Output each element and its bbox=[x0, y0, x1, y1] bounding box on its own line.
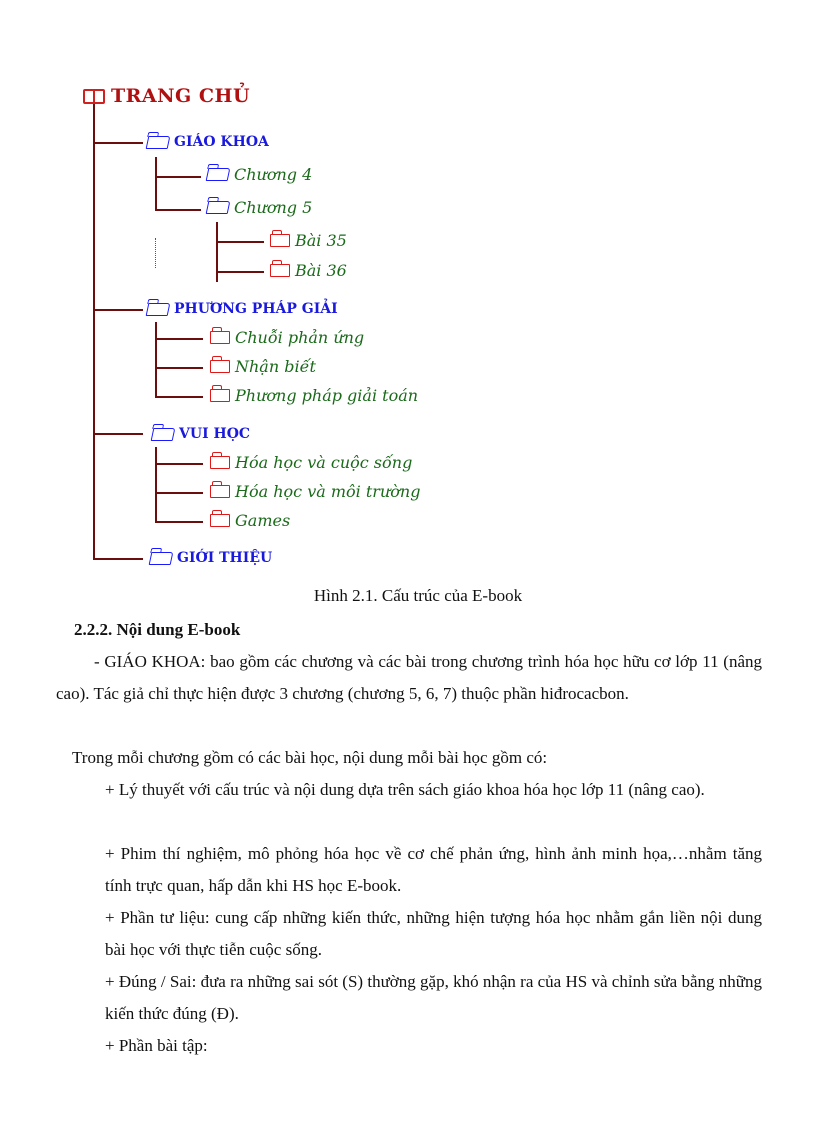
sub-trunk-line bbox=[155, 322, 157, 397]
book-icon bbox=[83, 89, 105, 104]
folder-icon bbox=[270, 264, 290, 277]
sub-trunk-line bbox=[155, 447, 157, 522]
method-label: Nhận biết bbox=[235, 357, 316, 376]
branch-line bbox=[93, 142, 143, 144]
bullet-phan-tu-lieu: + Phần tư liệu: cung cấp những kiến thức, những hiện tượng hóa học nhằm gắn liền nội dung bài học với thực tiễn cuộc sống. bbox=[105, 908, 762, 959]
tree-node-phuong-phap-giai[interactable] bbox=[147, 301, 338, 317]
branch-line bbox=[155, 463, 203, 465]
open-folder-icon bbox=[146, 303, 171, 316]
tree-node-gioi-thieu[interactable] bbox=[150, 550, 272, 566]
open-folder-icon bbox=[149, 552, 174, 565]
bullet-phan-bai-tap: + Phần bài tập: bbox=[105, 1036, 208, 1055]
bullet-phim-thi-nghiem: + Phim thí nghiệm, mô phỏng hóa học về cơ chế phản ứng, hình ảnh minh họa,…nhằm tăng tính trực quan, hấp dẫn khi HS học E-book. bbox=[105, 844, 762, 895]
folder-icon bbox=[210, 485, 230, 498]
tree-node-vui-hoc[interactable] bbox=[152, 426, 250, 442]
tree-node-chuong-5[interactable] bbox=[207, 198, 312, 217]
folder-icon bbox=[210, 456, 230, 469]
tree-node-bai-35[interactable] bbox=[270, 231, 347, 250]
fun-label: Hóa học và cuộc sống bbox=[235, 453, 413, 472]
tree-node-phuong-phap-giai-toan[interactable] bbox=[210, 386, 418, 405]
tree-node-giao-khoa[interactable] bbox=[147, 134, 269, 150]
tree-node-hoa-hoc-cuoc-song[interactable] bbox=[210, 453, 412, 472]
tree-home-label: TRANG CHỦ bbox=[111, 85, 251, 107]
lesson-label: Bài 35 bbox=[295, 231, 347, 250]
dotted-continuation-line bbox=[155, 238, 156, 268]
sub-trunk-line bbox=[155, 157, 157, 211]
chapter-label: Chương 4 bbox=[234, 165, 313, 184]
tree-node-nhan-biet[interactable] bbox=[210, 357, 316, 376]
tree-node-hoa-hoc-moi-truong[interactable] bbox=[210, 482, 420, 501]
section-heading: 2.2.2. Nội dung E-book bbox=[74, 620, 241, 639]
bullet-ly-thuyet: + Lý thuyết với cấu trúc và nội dung dựa trên sách giáo khoa hóa học lớp 11 (nâng cao). bbox=[105, 780, 705, 799]
branch-line bbox=[155, 521, 203, 523]
branch-line bbox=[93, 309, 143, 311]
folder-icon bbox=[210, 331, 230, 344]
tree-node-home[interactable] bbox=[83, 85, 250, 107]
branch-line bbox=[155, 338, 203, 340]
branch-line bbox=[155, 396, 203, 398]
open-folder-icon bbox=[206, 201, 231, 214]
category-label: PHƯƠNG PHÁP GIẢI bbox=[174, 301, 338, 317]
category-label: VUI HỌC bbox=[179, 426, 251, 442]
branch-line bbox=[155, 209, 201, 211]
open-folder-icon bbox=[151, 428, 176, 441]
branch-line bbox=[216, 271, 264, 273]
branch-line bbox=[93, 558, 143, 560]
paragraph-giao-khoa: - GIÁO KHOA: bao gồm các chương và các bài trong chương trình hóa học hữu cơ lớp 11 (nâng cao). Tác giả chỉ thực hiện được 3 chương (chương 5, 6, 7) thuộc phần hiđrocacbon. bbox=[56, 652, 762, 703]
tree-node-bai-36[interactable] bbox=[270, 261, 347, 280]
folder-icon bbox=[210, 389, 230, 402]
category-label: GIỚI THIỆU bbox=[177, 550, 273, 566]
tree-node-games[interactable] bbox=[210, 511, 290, 530]
tree-node-chuoi-phan-ung[interactable] bbox=[210, 328, 364, 347]
method-label: Phương pháp giải toán bbox=[235, 386, 419, 405]
folder-icon bbox=[210, 360, 230, 373]
fun-label: Games bbox=[235, 511, 291, 530]
sub-trunk-line bbox=[216, 222, 218, 282]
method-label: Chuỗi phản ứng bbox=[235, 328, 365, 347]
bullet-dung-sai: + Đúng / Sai: đưa ra những sai sót (S) thường gặp, khó nhận ra của HS và chỉnh sửa bằng những kiến thức đúng (Đ). bbox=[105, 972, 762, 1023]
branch-line bbox=[93, 433, 143, 435]
open-folder-icon bbox=[206, 168, 231, 181]
tree-node-chuong-4[interactable] bbox=[207, 165, 312, 184]
lesson-label: Bài 36 bbox=[295, 261, 347, 280]
open-folder-icon bbox=[146, 136, 171, 149]
tree-trunk-line bbox=[93, 104, 95, 559]
chapter-label: Chương 5 bbox=[234, 198, 313, 217]
paragraph-lesson-intro: Trong mỗi chương gồm có các bài học, nội dung mỗi bài học gồm có: bbox=[72, 748, 548, 767]
folder-icon bbox=[210, 514, 230, 527]
branch-line bbox=[155, 492, 203, 494]
branch-line bbox=[155, 176, 201, 178]
figure-caption: Hình 2.1. Cấu trúc của E-book bbox=[313, 586, 523, 605]
branch-line bbox=[216, 241, 264, 243]
fun-label: Hóa học và môi trường bbox=[235, 482, 421, 501]
branch-line bbox=[155, 367, 203, 369]
folder-icon bbox=[270, 234, 290, 247]
category-label: GIÁO KHOA bbox=[174, 134, 269, 150]
